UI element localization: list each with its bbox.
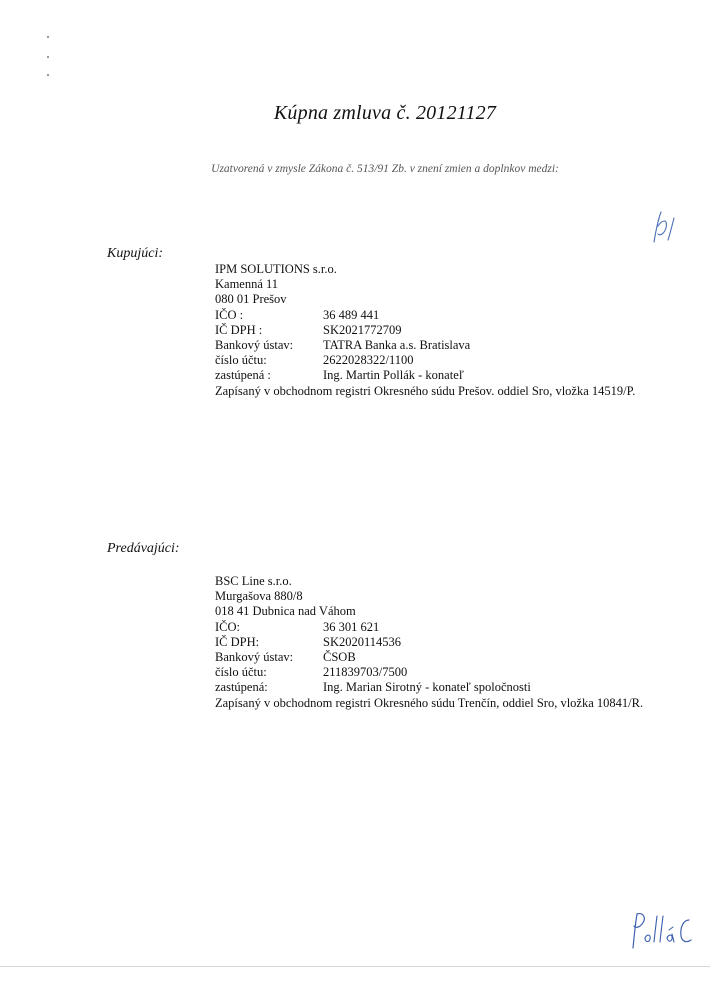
seller-account-key: číslo účtu: (215, 665, 267, 680)
seller-field-row (215, 650, 655, 665)
buyer-bank-value: TATRA Banka a.s. Bratislava (323, 338, 471, 353)
buyer-street: Kamenná 11 (215, 277, 279, 292)
buyer-icdph-key: IČ DPH : (215, 322, 263, 337)
seller-ico-value: 36 301 621 (323, 619, 380, 634)
seller-company: BSC Line s.r.o. (215, 574, 292, 588)
document-subtitle: Uzatvorená v zmysle Zákona č. 513/91 Zb. v znení zmien a doplnkov medzi: (211, 163, 559, 175)
buyer-field-row (215, 308, 655, 323)
scan-mark (47, 56, 49, 58)
scan-mark (47, 36, 49, 38)
seller-field-row (215, 620, 655, 635)
seller-bank-value: ČSOB (323, 650, 356, 665)
buyer-registry: Zapísaný v obchodnom registri Okresného súdu Prešov. oddiel Sro, vložka 14519/P. (215, 383, 636, 398)
buyer-field-row (215, 338, 655, 353)
buyer-company: IPM SOLUTIONS s.r.o. (215, 262, 337, 276)
seller-icdph-key: IČ DPH: (215, 634, 260, 649)
buyer-representative-value: Ing. Martin Pollák - konateľ (323, 368, 464, 383)
buyer-ico-key: IČO : (215, 307, 244, 322)
buyer-field-row (215, 353, 655, 368)
seller-field-row (215, 680, 655, 695)
document-title: Kúpna zmluva č. 20121127 (273, 102, 497, 124)
seller-block (215, 574, 655, 711)
margin-scribble (648, 206, 678, 246)
seller-icdph-value: SK2020114536 (323, 634, 402, 649)
seller-representative-value: Ing. Marian Sirotný - konateľ spoločnosti (323, 680, 531, 695)
seller-field-row (215, 665, 655, 680)
page-edge-line (0, 966, 710, 967)
seller-representative-key: zastúpená: (215, 680, 268, 695)
seller-ico-key: IČO: (215, 619, 240, 634)
seller-label: Predávajúci: (107, 541, 180, 556)
buyer-field-row (215, 323, 655, 338)
buyer-block (215, 262, 655, 399)
scan-mark (47, 74, 49, 76)
seller-registry: Zapísaný v obchodnom registri Okresného súdu Trenčín, oddiel Sro, vložka 10841/R. (215, 695, 644, 710)
buyer-representative-key: zastúpená : (215, 368, 271, 383)
buyer-account-value: 2622028322/1100 (323, 353, 414, 368)
seller-bank-key: Bankový ústav: (215, 650, 294, 665)
buyer-bank-key: Bankový ústav: (215, 338, 294, 353)
buyer-city: 080 01 Prešov (215, 292, 287, 307)
signature (625, 908, 695, 954)
seller-account-value: 211839703/7500 (323, 665, 408, 680)
buyer-icdph-value: SK2021772709 (323, 322, 402, 337)
seller-street: Murgašova 880/8 (215, 589, 303, 604)
buyer-field-row (215, 368, 655, 383)
buyer-ico-value: 36 489 441 (323, 307, 380, 322)
seller-city: 018 41 Dubnica nad Váhom (215, 604, 356, 619)
buyer-account-key: číslo účtu: (215, 353, 267, 368)
seller-field-row (215, 635, 655, 650)
buyer-label: Kupujúci: (107, 246, 163, 261)
